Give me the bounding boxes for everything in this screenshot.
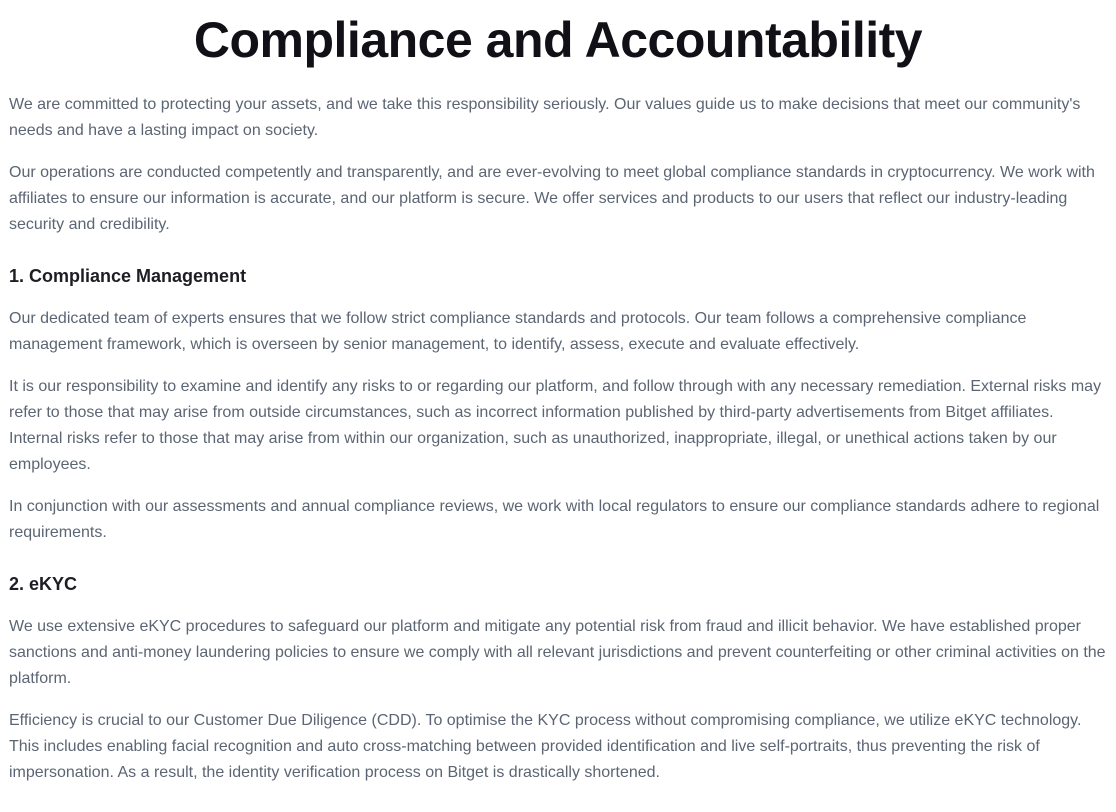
paragraph-operations: Our operations are conducted competently and transparently, and are ever-evolving to meet global compliance standards in cryptocurrency. We work with affiliates to ensure our information is accurate, and our platform is secure. We offer services and products to our users that reflect our industry-leading security and credibility.: [9, 164, 1095, 233]
paragraph-dedicated-team: Our dedicated team of experts ensures that we follow strict compliance standards and protocols. Our team follows a comprehensive compliance management framework, which is overseen by senior management, to identify, assess, execute and evaluate effectively.: [9, 310, 1027, 353]
paragraph-regulators: In conjunction with our assessments and annual compliance reviews, we work with local regulators to ensure our compliance standards adhere to regional requirements.: [9, 498, 1100, 541]
paragraph-intro-commitment: We are committed to protecting your assets, and we take this responsibility seriously. Our values guide us to make decisions that meet our community's needs and have a lasting impact on society.: [9, 96, 1081, 139]
document-content: [9, 92, 1107, 786]
section-heading-compliance-management: 1. Compliance Management: [9, 266, 247, 286]
page-title: Compliance and Accountability: [193, 12, 923, 68]
section-heading-ekyc: 2. eKYC: [9, 574, 78, 594]
paragraph-risk-responsibility: It is our responsibility to examine and identify any risks to or regarding our platform, and follow through with any necessary remediation. External risks may refer to those that may arise from outside circumstances, such as incorrect information published by third-party advertisements from Bitget affiliates. Internal risks refer to those that may arise from within our organization, such as unauthorized, inappropriate, illegal, or unethical actions taken by our employees.: [9, 378, 1102, 473]
paragraph-cdd-efficiency: Efficiency is crucial to our Customer Due Diligence (CDD). To optimise the KYC process without compromising compliance, we utilize eKYC technology. This includes enabling facial recognition and auto cross-matching between provided identification and live self-portraits, thus preventing the risk of impersonation. As a result, the identity verification process on Bitget is drastically shortened.: [9, 712, 1082, 781]
paragraph-ekyc-procedures: We use extensive eKYC procedures to safeguard our platform and mitigate any potential risk from fraud and illicit behavior. We have established proper sanctions and anti-money laundering policies to ensure we comply with all relevant jurisdictions and prevent counterfeiting or other criminal activities on the platform.: [9, 618, 1106, 687]
